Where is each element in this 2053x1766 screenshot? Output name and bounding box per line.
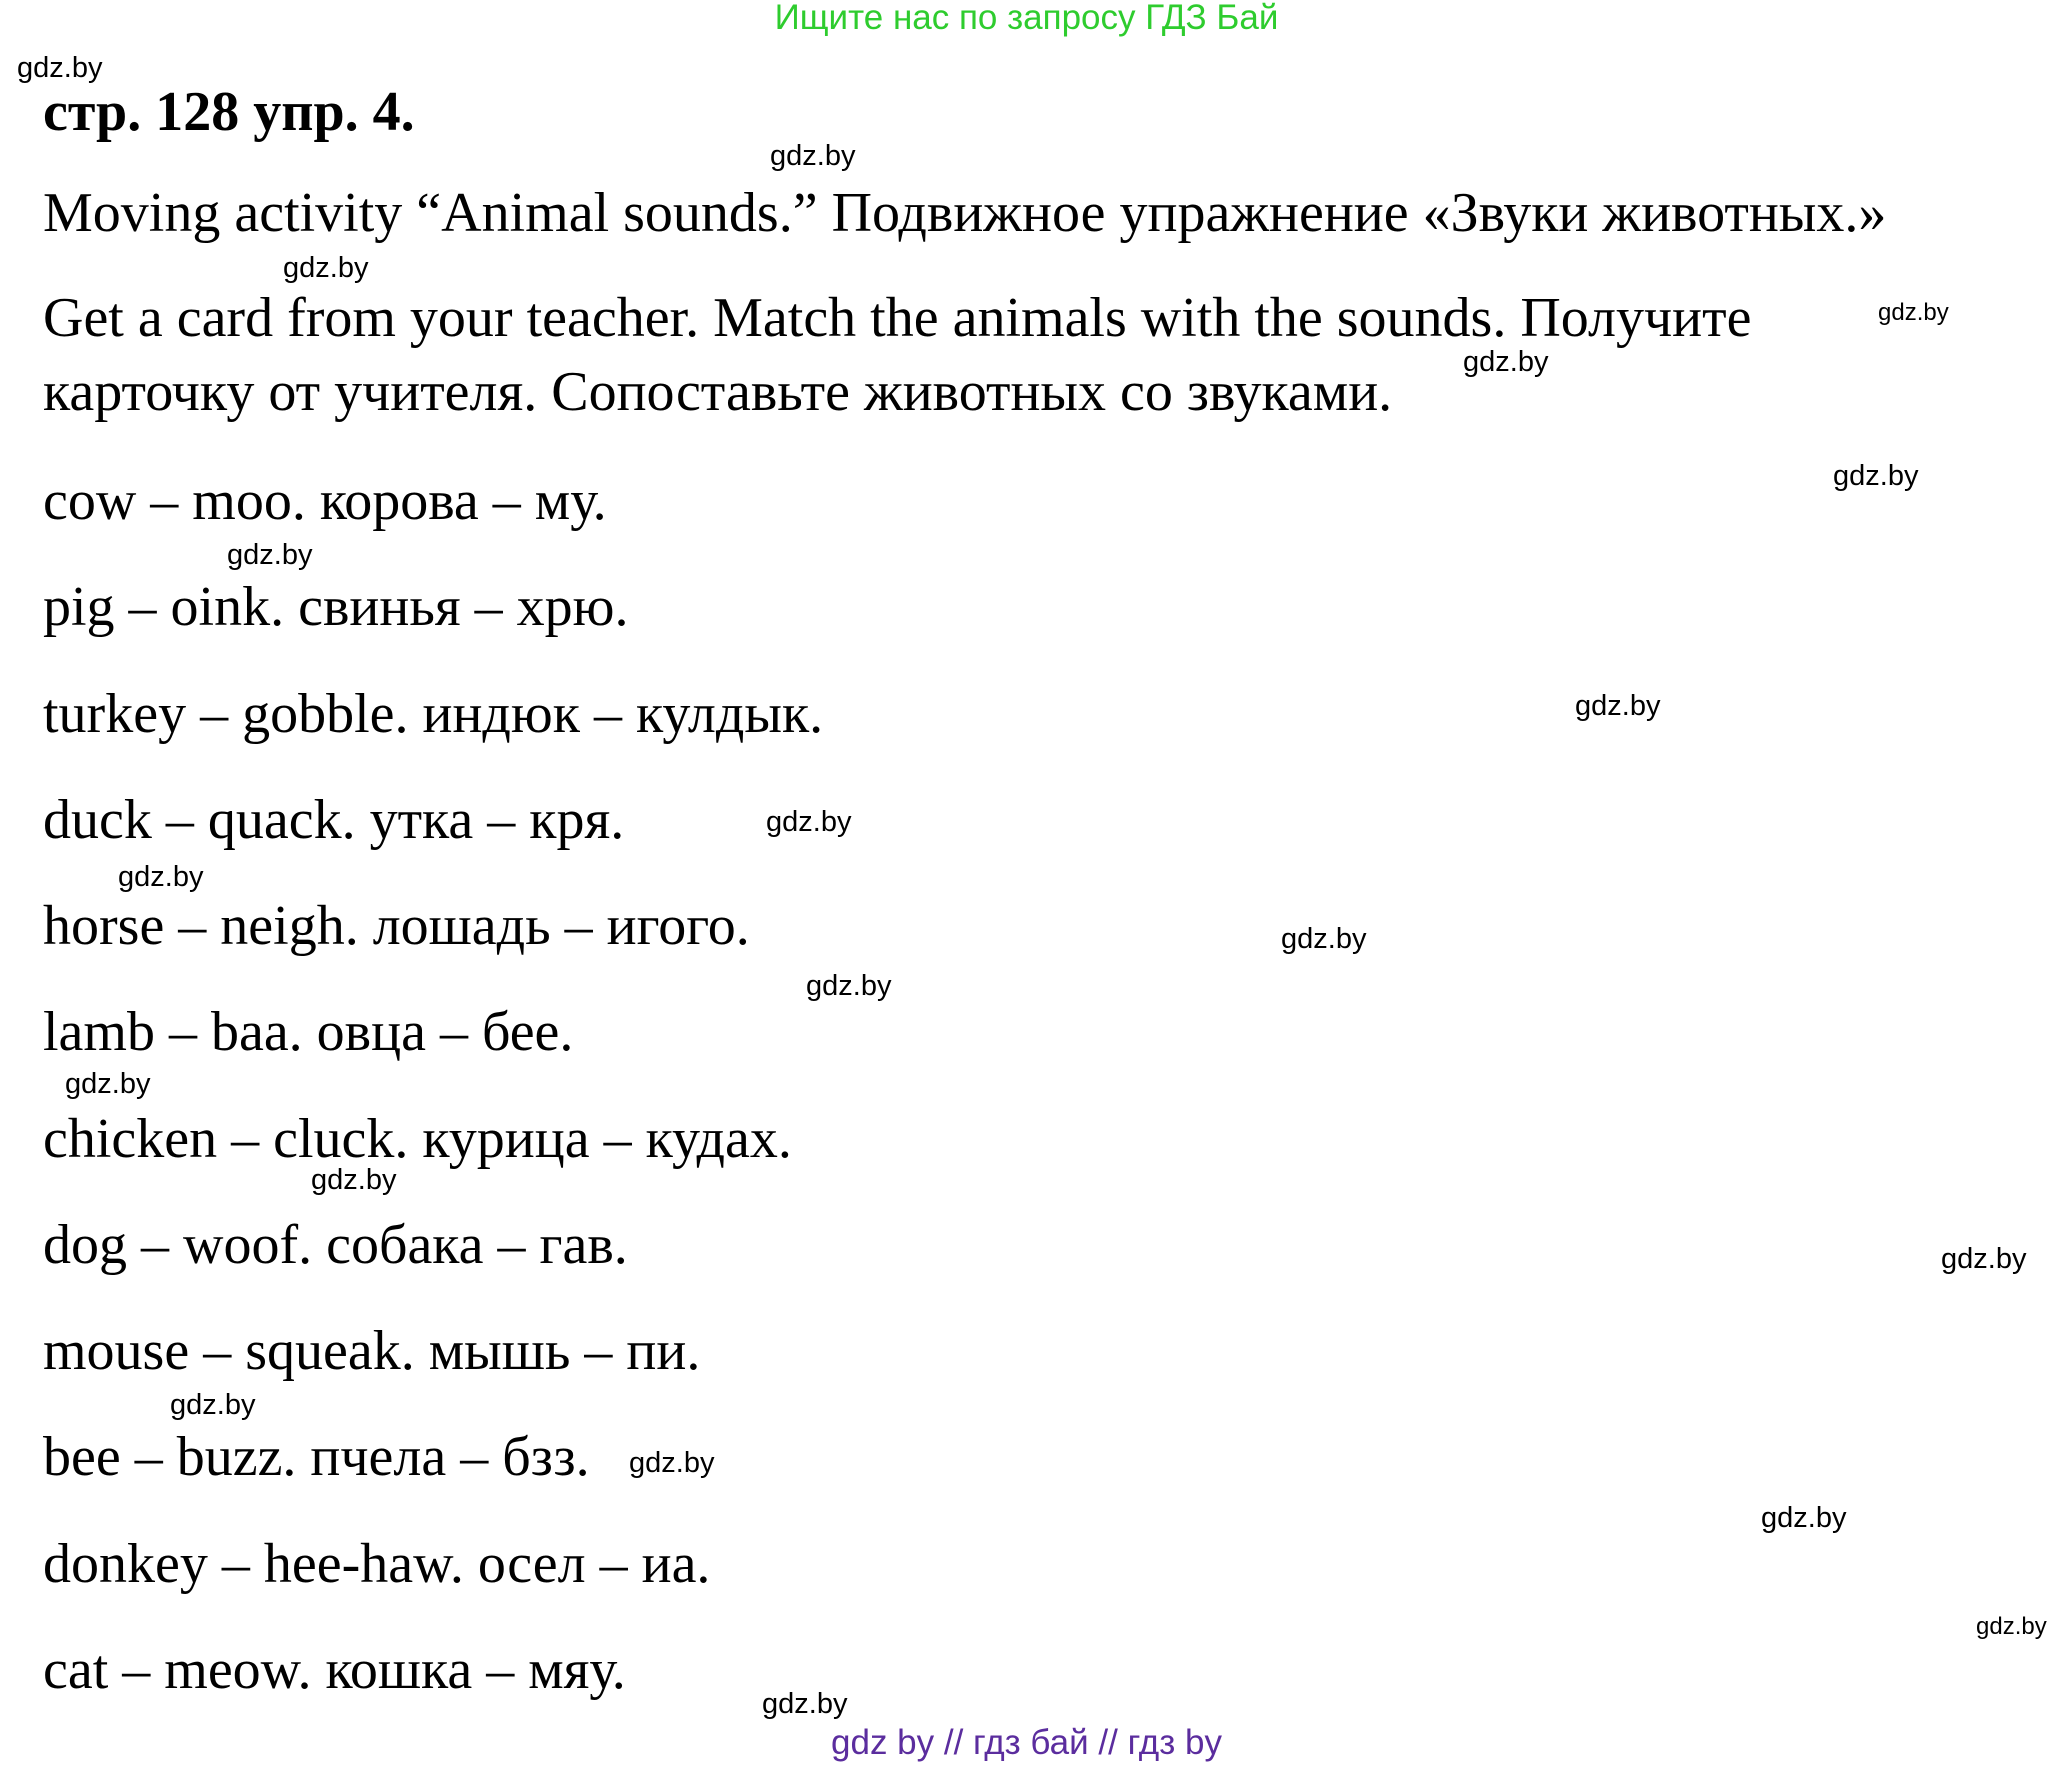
watermark: gdz.by: [283, 252, 369, 284]
watermark: gdz.by: [766, 806, 852, 838]
answer-line: lamb – baa. овца – бее.: [43, 1001, 574, 1063]
watermark: gdz.by: [770, 140, 856, 172]
answer-line: turkey – gobble. индюк – кулдык.: [43, 683, 824, 745]
answer-line: pig – oink. свинья – хрю.: [43, 576, 629, 638]
answer-line: dog – woof. собака – гав.: [43, 1214, 628, 1276]
answer-line: horse – neigh. лошадь – игого.: [43, 895, 750, 957]
watermark: gdz.by: [1761, 1502, 1847, 1534]
answer-line: cat – meow. кошка – мяу.: [43, 1639, 626, 1701]
answer-line: chicken – cluck. курица – кудах.: [43, 1108, 792, 1170]
instruction-line-2: Get a card from your teacher. Match the animals with the sounds. Получите: [43, 287, 1752, 349]
watermark: gdz.by: [65, 1068, 151, 1100]
watermark: gdz.by: [170, 1389, 256, 1421]
watermark: gdz.by: [118, 861, 204, 893]
watermark: gdz.by: [762, 1688, 848, 1720]
watermark: gdz.by: [227, 539, 313, 571]
instruction-line-1: Moving activity “Animal sounds.” Подвижное упражнение «Звуки животных.»: [43, 182, 1887, 244]
watermark: gdz.by: [1833, 460, 1919, 492]
watermark: gdz.by: [1463, 346, 1549, 378]
search-banner: Ищите нас по запросу ГДЗ Бай: [774, 0, 1279, 37]
answer-line: bee – buzz. пчела – бзз.: [43, 1426, 590, 1488]
watermark: gdz.by: [1878, 299, 1949, 326]
watermark: gdz.by: [806, 970, 892, 1002]
watermark: gdz.by: [1281, 923, 1367, 955]
watermark: gdz.by: [1575, 690, 1661, 722]
watermark: gdz.by: [1976, 1613, 2047, 1640]
answer-line: mouse – squeak. мышь – пи.: [43, 1320, 701, 1382]
footer-links: gdz by // гдз бай // гдз by: [831, 1723, 1222, 1762]
answer-line: cow – moo. корова – му.: [43, 470, 607, 532]
answer-line: duck – quack. утка – кря.: [43, 789, 625, 851]
page-title: стр. 128 упр. 4.: [43, 81, 415, 143]
answer-line: donkey – hee-haw. осел – иа.: [43, 1533, 711, 1595]
watermark: gdz.by: [17, 52, 103, 84]
watermark: gdz.by: [1941, 1243, 2027, 1275]
watermark: gdz.by: [311, 1164, 397, 1196]
watermark: gdz.by: [629, 1447, 715, 1479]
instruction-line-3: карточку от учителя. Сопоставьте животных со звуками.: [43, 361, 1393, 423]
